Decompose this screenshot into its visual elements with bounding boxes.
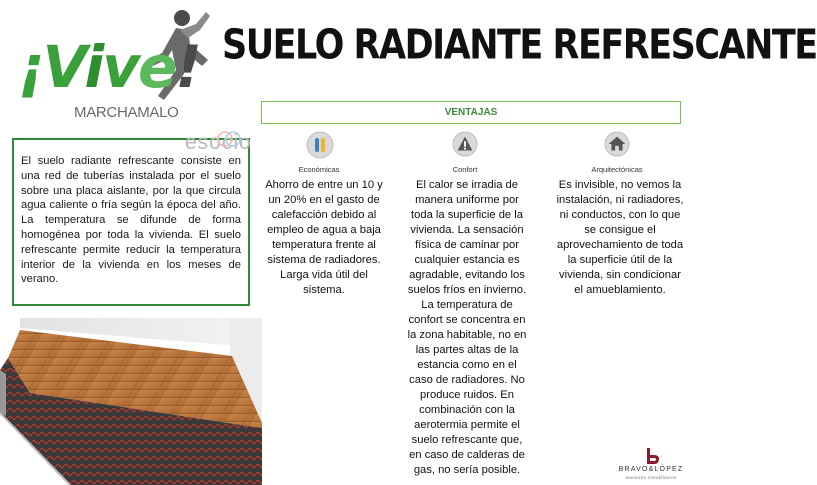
house-icon <box>604 131 630 157</box>
logo-inverted-exclamation: ¡ <box>18 33 43 101</box>
column-text-arquitectonicas: Es invisible, no vemos la instalación, ni radiadores, ni conductos, con lo que se consigue el aprovechamiento de toda la superficie útil de la vivienda, sin condicionar el amueblamiento. <box>556 179 684 296</box>
logo-v2: v <box>102 33 139 101</box>
column-label-arquitectonicas: Arquitectónicas <box>591 165 643 174</box>
watermark-text: esocio <box>185 131 252 154</box>
logo-wordmark <box>18 33 200 101</box>
brand-name: BRAVO&LÓPEZ <box>618 466 684 473</box>
vive-logo <box>14 8 214 128</box>
column-label-economicas: Económicas <box>298 165 340 174</box>
brand-b-icon <box>644 448 660 466</box>
logo-i: i <box>84 33 103 101</box>
column-text-confort: El calor se irradia de manera uniforme por toda la superficie de la vivienda. La sensación física de caminar por cualquier estancia es agradable, evitando los suelos fríos en invierno. La temperatura de confort se concentra en la zona habitable, no en las partes altas de la estancia como en el caso de radiadores. No produce ruidos. En combinación con la aerotermia permite el suelo refrescante que, en caso de calderas de gas, no sería posible. <box>407 179 527 476</box>
logo-e: e <box>138 33 176 101</box>
description-box <box>12 138 250 306</box>
description-text: El suelo radiante refrescante consiste en una red de tuberías instalada por el suelo sobre una placa aislante, por la que circula agua caliente o fría según la época del año. La temperatura se difunde de forma homogénea por toda la vivienda. El suelo refrescante permite reducir la temperatura interior de la vivienda en los meses de verano. <box>21 155 241 286</box>
logo-exclamation: ! <box>175 33 200 101</box>
thermometer-icon <box>306 131 334 159</box>
radiant-floor-illustration <box>0 318 262 485</box>
ventajas-header: VENTAJAS <box>261 101 681 124</box>
logo-v: V <box>42 33 85 101</box>
brand-subtitle: asesores inmobiliarios <box>625 475 677 480</box>
column-text-economicas: Ahorro de entre un 10 y un 20% en el gasto de calefacción debido al empleo de agua a baja temperatura frente al sistema de radiadores. Larga vida útil del sistema. <box>265 179 383 296</box>
logo-city: MARCHAMALO <box>74 104 179 121</box>
column-label-confort: Confort <box>452 165 478 174</box>
watermark-icon <box>203 129 243 149</box>
bravo-lopez-logo <box>611 448 691 480</box>
page-title: SUELO RADIANTE REFRESCANTE <box>222 22 817 70</box>
warning-icon <box>452 131 478 157</box>
